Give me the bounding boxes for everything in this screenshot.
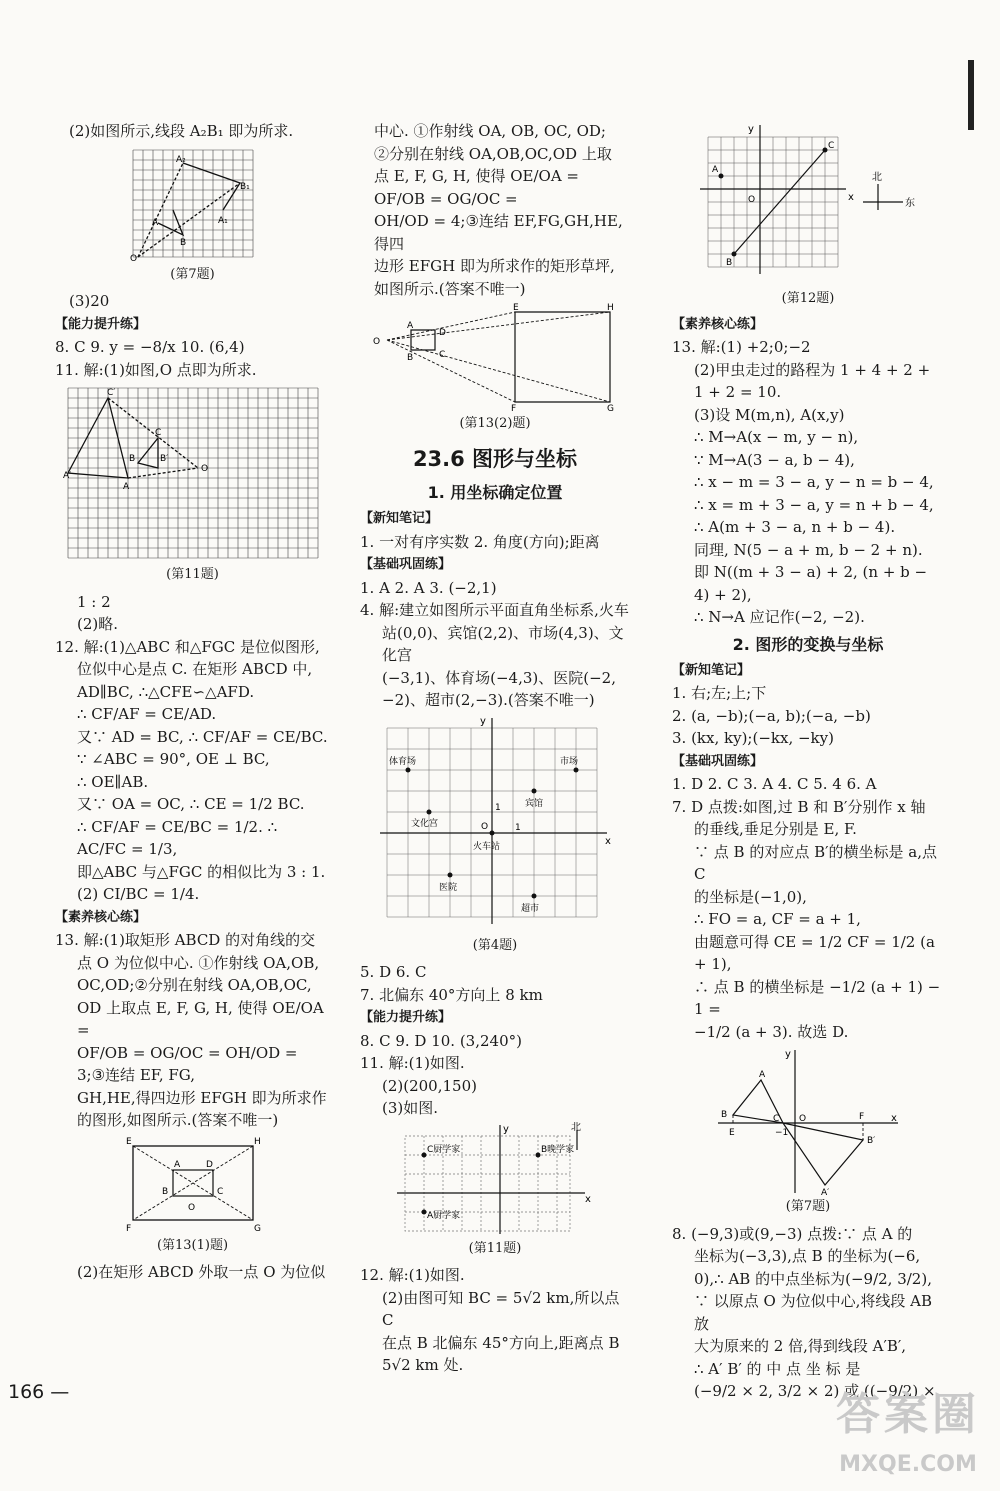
label-A-home: A厨学家: [427, 1210, 461, 1221]
label-B-home: B晚学家: [541, 1144, 575, 1155]
label-O: O: [200, 464, 208, 474]
text-line: ∵ M→A(3 − a, b − 4),: [694, 450, 855, 469]
text-line: ∴ x − m = 3 − a, y − n = b − 4,: [694, 473, 934, 491]
text-line: OF/OB = OG/OC = OH/OD = 3;③连结 EF, FG,: [77, 1043, 298, 1084]
label-B: B: [128, 454, 135, 464]
label-A2: A₂: [175, 154, 186, 165]
text-line: OC,OD;②分别在射线 OA,OB,OC,: [77, 976, 312, 994]
text-line: 2. (a, −b);(−a, b);(−a, −b): [672, 706, 871, 725]
tick-minus-1: −1: [775, 1128, 789, 1138]
text-line: 站(0,0)、宾馆(2,2)、市场(4,3)、文化宫: [382, 623, 624, 664]
text-line: ∵ 以原点 O 为位似中心,将线段 AB 放: [694, 1292, 932, 1333]
text-line: (3)20: [69, 292, 110, 310]
text-line: 3. (kx, ky);(−kx, −ky): [672, 729, 834, 747]
section-heading: 【基础巩固练】: [360, 557, 452, 572]
axis-x-label: x: [891, 1113, 897, 1124]
text-line: ∴ 点 B 的横坐标是 −1/2 (a + 1) − 1 =: [694, 977, 941, 1018]
label-O: O: [799, 1114, 807, 1124]
label-G: G: [253, 1223, 261, 1234]
label-D: D: [439, 328, 446, 338]
label-market: 市场: [560, 756, 579, 767]
text-line: (2) CI/BC = 1/4.: [77, 885, 200, 903]
column-3: [672, 120, 944, 1403]
text-line: (3)如图.: [382, 1099, 439, 1117]
label-B: B: [726, 258, 733, 268]
text-line: GH,HE,得四边形 EFGH 即为所求作: [77, 1088, 327, 1107]
text-line: 边形 EFGH 即为所求作的矩形草坪,: [374, 257, 615, 275]
text-line: 11. 解:(1)如图.: [360, 1054, 465, 1072]
label-C: C: [154, 428, 161, 438]
text-line: 5. D 6. C: [360, 963, 427, 981]
watermark-main: 答案圈: [836, 1389, 980, 1440]
text-line: ∴ A′ B′ 的 中 点 坐 标 是: [694, 1359, 861, 1378]
text-line: ∴ M→A(x − m, y − n),: [694, 428, 859, 446]
text-line: 1 + 2 = 10.: [694, 383, 782, 401]
text-line: 大为原来的 2 倍,得到线段 A′B′,: [694, 1337, 907, 1355]
section-title: 23.6 图形与坐标: [412, 446, 578, 471]
text-line: (2)在矩形 ABCD 外取一点 O 为位似: [77, 1263, 326, 1281]
text-line: 8. C 9. D 10. (3,240°): [360, 1031, 522, 1050]
figure-13-2-trapezoid: [365, 302, 625, 412]
text-line: (−3,1)、体育场(−4,3)、医院(−2,: [382, 668, 616, 687]
label-G: G: [607, 404, 614, 412]
axis-x-label: x: [585, 1193, 591, 1205]
axis-x-label: x: [848, 192, 854, 203]
watermark: [836, 1382, 980, 1481]
text-line: ∵ ∠ABC = 90°, OE ⊥ BC,: [77, 750, 270, 768]
text-line: 13. 解:(1)取矩形 ABCD 的对角线的交: [55, 931, 316, 949]
label-O: O: [187, 1202, 195, 1213]
label-A: A: [407, 321, 414, 331]
label-D: D: [205, 1159, 213, 1170]
text-line: (2)如图所示,线段 A₂B₁ 即为所求.: [69, 122, 294, 140]
label-E: E: [513, 303, 519, 313]
section-heading: 【基础巩固练】: [672, 753, 764, 769]
text-line: 位似中心是点 C. 在矩形 ABCD 中,: [77, 660, 313, 678]
text-line: 1. D 2. C 3. A 4. C 5. 4 6. A: [672, 775, 877, 793]
text-line: (2)略.: [77, 615, 119, 633]
figure-caption: (第13(2)题): [459, 416, 531, 431]
text-line: 1 : 2: [77, 592, 111, 611]
text-line: 的坐标是(−1,0),: [694, 887, 807, 906]
section-heading: 【新知笔记】: [360, 511, 439, 526]
label-B1: B₁: [239, 181, 250, 192]
text-line: (2)由图可知 BC = 5√2 km,所以点 C: [382, 1288, 620, 1329]
label-C: C: [773, 1114, 780, 1124]
text-line: 又∵ AD = BC, ∴ CF/AF = CE/BC.: [77, 727, 328, 746]
label-A1: A₁: [217, 215, 228, 226]
text-line: 7. 北偏东 40°方向上 8 km: [360, 985, 543, 1004]
column-2: [360, 120, 630, 1377]
text-line: ∴ FO = a, CF = a + 1,: [694, 910, 861, 928]
text-line: 13. 解:(1) +2;0;−2: [672, 338, 811, 356]
text-line: ∵ 点 B 的对应点 B′的横坐标是 a,点 C: [694, 842, 938, 883]
label-H: H: [253, 1136, 261, 1147]
figure-caption: (第11题): [166, 567, 219, 582]
figure-caption: (第11题): [468, 1240, 522, 1256]
axis-x-label: x: [605, 835, 611, 847]
axis-y-label: y: [748, 124, 754, 135]
text-line: 坐标为(−3,3),点 B 的坐标为(−6,: [694, 1247, 921, 1265]
column-1: [55, 120, 330, 1284]
text-line: ∴ x = m + 3 − a, y = n + b − 4,: [694, 495, 934, 514]
subsection-title: 1. 用坐标确定位置: [427, 483, 563, 502]
text-line: 1. A 2. A 3. (−2,1): [360, 578, 497, 597]
text-line: (2)(200,150): [382, 1076, 477, 1095]
text-line: 0),∴ AB 的中点坐标为(−9/2, 3/2),: [694, 1269, 932, 1288]
text-line: 1. 一对有序实数 2. 角度(方向);距离: [360, 532, 600, 551]
label-O: O: [748, 195, 756, 205]
label-B-prime: B′: [159, 454, 168, 464]
text-line: OH/OD = 4;③连结 EF,FG,GH,HE,得四: [374, 212, 623, 253]
text-line: ②分别在射线 OA,OB,OC,OD 上取: [374, 144, 612, 163]
figure-4-coordinate-grid: [375, 714, 615, 934]
text-line: AD∥BC, ∴△CFE∽△AFD.: [77, 682, 255, 701]
text-line: 1. 右;左;上;下: [672, 684, 767, 702]
watermark-site: MXQE.COM: [839, 1452, 977, 1477]
text-line: ∴ N→A 应记作(−2, −2).: [694, 608, 865, 626]
axis-y-label: y: [503, 1123, 509, 1135]
label-E: E: [125, 1136, 132, 1147]
north-label: 北: [872, 172, 882, 183]
label-F: F: [859, 1112, 865, 1122]
subsection-title: 2. 图形的变换与坐标: [732, 634, 884, 654]
label-C: C: [828, 141, 835, 151]
text-line: −1/2 (a + 3). 故选 D.: [694, 1022, 849, 1041]
north-label: 北: [571, 1121, 581, 1133]
section-heading: 【素养核心练】: [55, 909, 147, 925]
label-train-station: 火车站: [473, 841, 501, 852]
text-line: ∴ OE∥AB.: [77, 772, 149, 791]
east-label: 东: [905, 198, 915, 209]
label-B: B: [161, 1186, 168, 1197]
page-number: 166 —: [8, 1381, 70, 1403]
figure-caption: (第13(1)题): [156, 1237, 229, 1253]
text-line: OD 上取点 E, F, G, H, 使得 OE/OA =: [77, 998, 324, 1039]
tick-y-1: 1: [495, 802, 501, 813]
label-A: A: [173, 1159, 180, 1170]
label-A-prime: A′: [62, 471, 71, 481]
label-A: A: [712, 165, 719, 175]
label-A: A: [122, 482, 129, 492]
label-B: B: [721, 1110, 728, 1120]
text-line: 点 E, F, G, H, 使得 OE/OA = OF/OB = OG/OC =: [374, 167, 579, 208]
text-line: 5√2 km 处.: [382, 1356, 464, 1374]
label-B: B: [407, 353, 414, 363]
figure-13-1-rectangles: [118, 1134, 268, 1234]
text-line: 同理, N(5 − a + m, b − 2 + n).: [694, 540, 923, 559]
label-C: C: [439, 350, 446, 360]
label-hotel: 宾馆: [525, 798, 544, 809]
text-line: 即 N((m + 3 − a) + 2, (n + b − 4) + 2),: [694, 563, 928, 604]
text-line: (3)设 M(m,n), A(x,y): [694, 405, 845, 424]
axis-y-label: y: [480, 715, 486, 727]
label-E: E: [729, 1128, 735, 1138]
label-stadium: 体育场: [389, 756, 417, 767]
text-line: 即△ABC 与△FGC 的相似比为 3 : 1.: [77, 862, 326, 881]
axis-y-label: y: [785, 1049, 791, 1060]
text-line: (−9/2 × 2, 3/2 × 2) 或 ((−9/2) ×: [694, 1382, 936, 1400]
label-F: F: [125, 1223, 131, 1234]
text-line: 8. (−9,3)或(9,−3) 点拨:∵ 点 A 的: [672, 1224, 913, 1243]
text-line: 又∵ OA = OC, ∴ CE = 1/2 BC.: [77, 795, 305, 813]
figure-11-dotted-grid: [395, 1122, 595, 1237]
section-heading: 【新知笔记】: [672, 662, 751, 678]
text-line: 12. 解:(1)如图.: [360, 1266, 465, 1284]
label-culture-palace: 文化宫: [411, 818, 439, 829]
text-line: −2)、超市(2,−3).(答案不唯一): [382, 691, 595, 709]
label-C-home: C厨学家: [427, 1144, 461, 1155]
text-line: 4. 解:建立如图所示平面直角坐标系,火车: [360, 601, 629, 619]
label-F: F: [511, 404, 517, 412]
label-supermarket: 超市: [521, 903, 540, 914]
label-C: C: [216, 1186, 223, 1197]
figure-7-coordinate: [713, 1045, 903, 1195]
label-B-prime: B′: [867, 1136, 876, 1146]
label-hospital: 医院: [439, 882, 458, 893]
label-A: A: [759, 1070, 766, 1080]
text-line: 12. 解:(1)△ABC 和△FGC 是位似图形,: [55, 637, 320, 656]
label-O: O: [373, 337, 381, 347]
label-O: O: [129, 253, 137, 263]
figure-caption: (第7题): [785, 1199, 831, 1214]
section-heading: 【素养核心练】: [672, 316, 764, 332]
text-line: 在点 B 北偏东 45°方向上,距离点 B: [382, 1333, 620, 1352]
label-C-prime: C′: [106, 388, 115, 398]
label-H: H: [607, 303, 614, 313]
text-line: ∴ CF/AF = CE/AD.: [77, 705, 217, 723]
label-A-prime: A′: [821, 1188, 830, 1195]
section-heading: 【能力提升练】: [360, 1010, 452, 1025]
figure-caption: (第7题): [170, 266, 215, 282]
label-A: A: [151, 217, 158, 228]
label-O: O: [481, 821, 489, 832]
text-line: 的图形,如图所示.(答案不唯一): [77, 1111, 279, 1129]
label-B: B: [179, 237, 186, 248]
text-line: (2)甲虫走过的路程为 1 + 4 + 2 +: [694, 360, 931, 379]
text-line: 如图所示.(答案不唯一): [374, 279, 526, 298]
text-line: 7. D 点拨:如图,过 B 和 B′分别作 x 轴: [672, 797, 926, 816]
figure-11-grid: [63, 383, 323, 563]
text-line: ∴ CF/AF = CE/BC = 1/2. ∴ AC/FC = 1/3,: [77, 817, 278, 858]
text-line: 中心. ①作射线 OA, OB, OC, OD;: [374, 122, 606, 140]
text-line: 的垂线,垂足分别是 E, F.: [694, 820, 857, 838]
text-line: 点 O 为位似中心. ①作射线 OA,OB,: [77, 953, 320, 972]
text-line: 11. 解:(1)如图,O 点即为所求.: [55, 360, 257, 379]
text-line: 8. C 9. y = −8/x 10. (6,4): [55, 338, 245, 356]
section-heading: 【能力提升练】: [55, 316, 147, 332]
figure-12-grid: [698, 122, 918, 287]
text-line: 由题意可得 CE = 1/2 CF = 1/2 (a + 1),: [694, 932, 935, 973]
tick-x-1: 1: [515, 822, 521, 833]
top-edge-bar: [968, 60, 974, 130]
text-line: ∴ A(m + 3 − a, n + b − 4).: [694, 518, 896, 536]
figure-caption: (第4题): [472, 937, 518, 953]
figure-caption: (第12题): [781, 291, 835, 306]
figure-7-grid: [128, 145, 258, 263]
